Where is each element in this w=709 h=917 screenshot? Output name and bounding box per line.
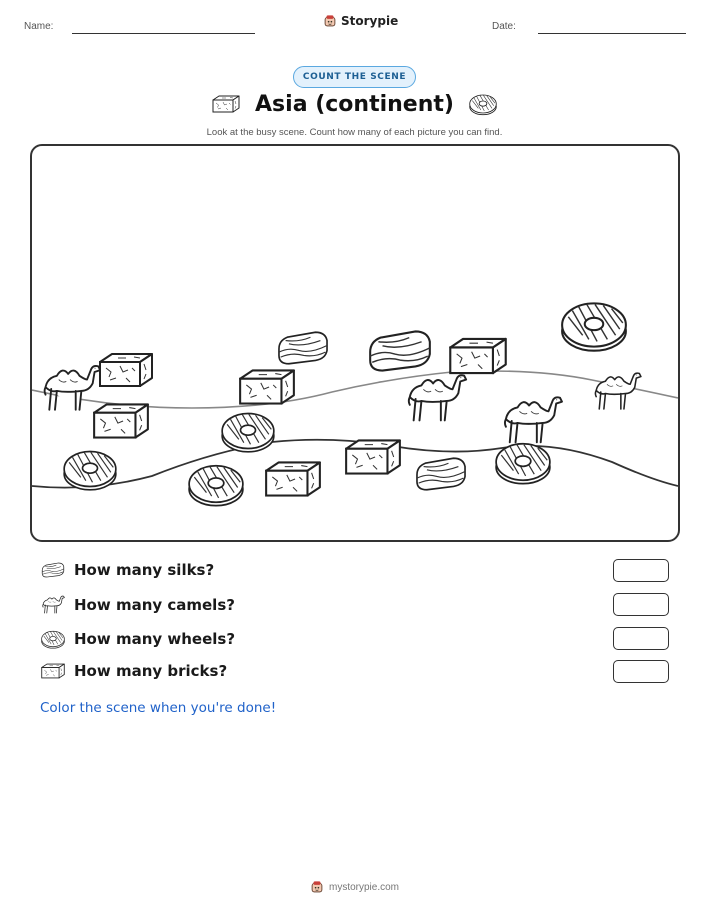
wheel <box>64 452 116 490</box>
footer <box>0 880 709 894</box>
question-text: How many wheels? <box>74 630 236 648</box>
camel <box>409 375 466 420</box>
question-wheels <box>40 628 235 650</box>
brand-name: Storypie <box>341 14 399 28</box>
brick <box>94 404 148 437</box>
brick <box>266 462 320 495</box>
brick <box>450 339 505 373</box>
question-bricks <box>40 661 227 681</box>
brick-icon <box>40 661 66 681</box>
date-line[interactable] <box>538 33 686 34</box>
camel <box>505 397 562 442</box>
activity-badge: COUNT THE SCENE <box>293 66 416 88</box>
question-text: How many bricks? <box>74 662 228 680</box>
coloring-note: Color the scene when you're done! <box>40 700 277 716</box>
instructions: Look at the busy scene. Count how many of each picture you can find. <box>206 127 503 138</box>
silk-icon <box>40 560 66 580</box>
answer-box-wheels[interactable] <box>613 627 669 650</box>
silk <box>417 458 465 489</box>
name-line[interactable] <box>72 33 255 34</box>
wheel <box>562 303 626 350</box>
title-row <box>0 91 709 117</box>
wheel <box>222 414 274 452</box>
camel-icon <box>40 594 66 616</box>
busy-scene <box>30 144 680 542</box>
silk <box>370 331 430 370</box>
answer-box-silks[interactable] <box>613 559 669 582</box>
brick-icon <box>211 93 241 115</box>
wheel <box>496 444 550 484</box>
answer-box-camels[interactable] <box>613 593 669 616</box>
wheel-icon <box>40 628 66 650</box>
answer-box-bricks[interactable] <box>613 660 669 683</box>
wheel <box>189 466 243 506</box>
scene-illustration <box>32 146 678 540</box>
brick <box>100 354 152 386</box>
question-text: How many camels? <box>74 596 235 614</box>
camel <box>45 366 101 410</box>
storypie-logo-icon <box>323 14 337 28</box>
question-camels <box>40 594 235 616</box>
brand-logo <box>323 14 398 28</box>
storypie-logo-icon <box>310 880 324 894</box>
camel <box>595 373 641 409</box>
page-title: Asia (continent) <box>255 91 454 117</box>
question-silks <box>40 560 214 580</box>
brick <box>240 370 294 403</box>
footer-url: mystorypie.com <box>328 881 399 893</box>
wheel-icon <box>468 91 498 117</box>
date-label: Date: <box>492 21 516 32</box>
name-label: Name: <box>24 21 54 32</box>
silk <box>279 332 327 363</box>
brick <box>346 440 400 473</box>
question-text: How many silks? <box>74 561 215 579</box>
